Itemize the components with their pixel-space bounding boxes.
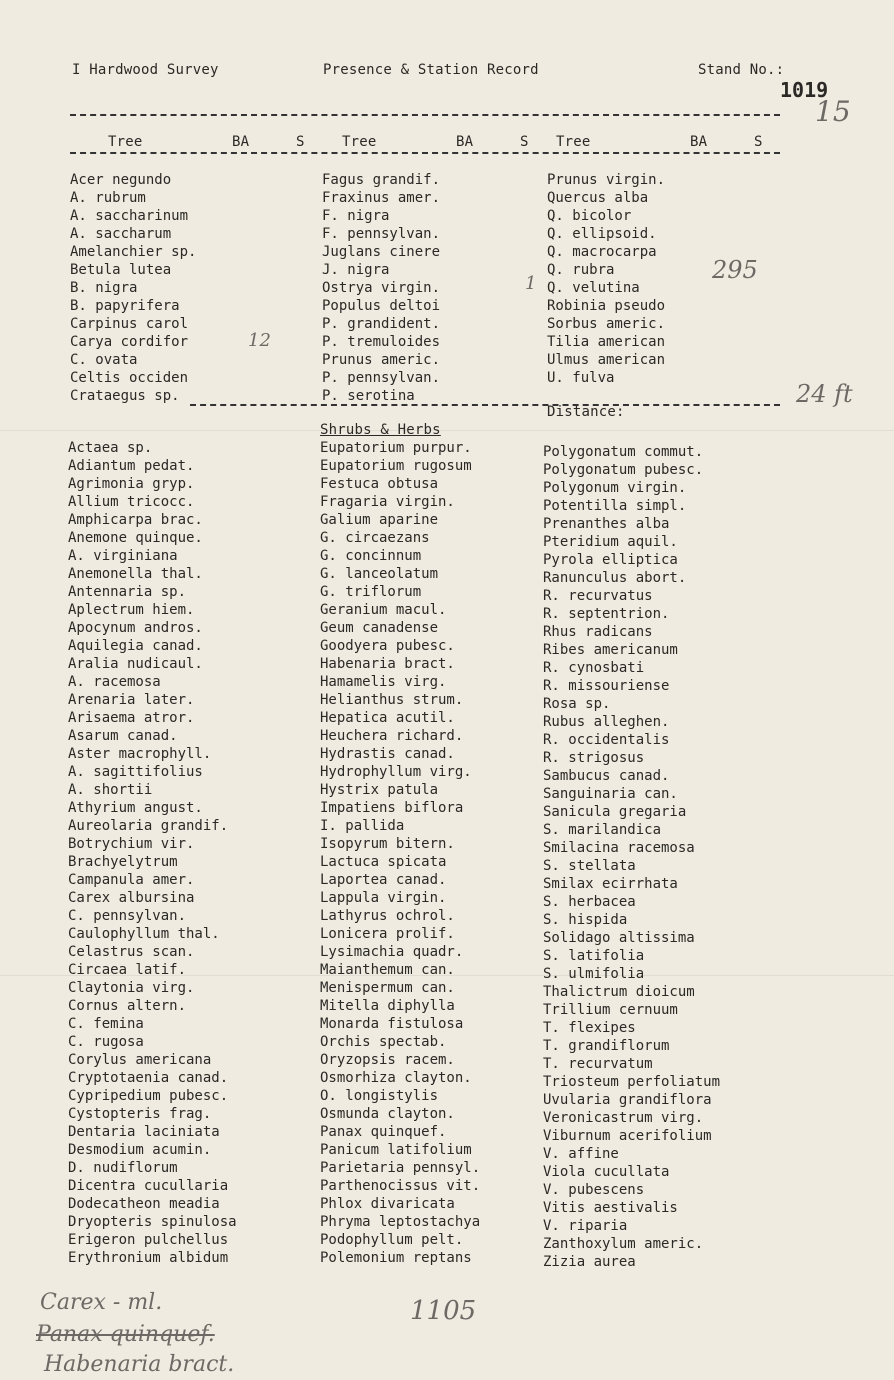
col-header-ba-2: BA — [456, 134, 474, 150]
species-entry: Arisaema atror. — [68, 710, 195, 726]
species-entry: Dryopteris spinulosa — [68, 1214, 237, 1230]
species-entry: Tilia american — [547, 334, 666, 350]
annotation-ostrya: 1 — [525, 273, 537, 294]
species-entry: Maianthemum can. — [320, 962, 455, 978]
species-entry: Q. macrocarpa — [547, 244, 657, 260]
species-entry: Agrimonia gryp. — [68, 476, 195, 492]
species-entry: Q. rubra — [547, 262, 615, 278]
species-entry: G. concinnum — [320, 548, 422, 564]
species-entry: Veronicastrum virg. — [543, 1110, 704, 1126]
species-entry: Adiantum pedat. — [68, 458, 195, 474]
species-entry: Menispermum can. — [320, 980, 455, 996]
species-entry: Ribes americanum — [543, 642, 678, 658]
species-entry: Erythronium albidum — [68, 1250, 229, 1266]
species-entry: Sorbus americ. — [547, 316, 666, 332]
species-entry: Q. bicolor — [547, 208, 632, 224]
species-entry: Fragaria virgin. — [320, 494, 455, 510]
species-entry: V. pubescens — [543, 1182, 645, 1198]
species-entry: Smilax ecirrhata — [543, 876, 678, 892]
header-rule-bottom — [70, 152, 780, 154]
species-entry: Lappula virgin. — [320, 890, 447, 906]
species-entry: C. femina — [68, 1016, 144, 1032]
species-entry: Geum canadense — [320, 620, 439, 636]
col-header-tree-1: Tree — [108, 134, 143, 150]
species-entry: Hamamelis virg. — [320, 674, 447, 690]
species-entry: Hystrix patula — [320, 782, 439, 798]
species-entry: Osmorhiza clayton. — [320, 1070, 472, 1086]
species-entry: Helianthus strum. — [320, 692, 464, 708]
species-entry: S. ulmifolia — [543, 966, 645, 982]
species-entry: Cystopteris frag. — [68, 1106, 212, 1122]
species-entry: Mitella diphylla — [320, 998, 455, 1014]
species-entry: S. stellata — [543, 858, 636, 874]
col-header-s-2: S — [520, 134, 529, 150]
species-entry: Actaea sp. — [68, 440, 153, 456]
species-entry: Eupatorium rugosum — [320, 458, 472, 474]
species-entry: D. nudiflorum — [68, 1160, 178, 1176]
species-entry: Triosteum perfoliatum — [543, 1074, 721, 1090]
species-entry: Celastrus scan. — [68, 944, 195, 960]
species-entry: Circaea latif. — [68, 962, 187, 978]
species-entry: Anemonella thal. — [68, 566, 203, 582]
species-entry: A. sagittifolius — [68, 764, 203, 780]
species-entry: R. strigosus — [543, 750, 645, 766]
species-entry: Cypripedium pubesc. — [68, 1088, 229, 1104]
species-entry: Corylus americana — [68, 1052, 212, 1068]
species-entry: Q. velutina — [547, 280, 640, 296]
species-entry: R. missouriense — [543, 678, 670, 694]
species-entry: Arenaria later. — [68, 692, 195, 708]
distance-label: Distance: — [547, 404, 625, 420]
col-header-ba-1: BA — [232, 134, 250, 150]
col-header-tree-3: Tree — [556, 134, 591, 150]
species-entry: Osmunda clayton. — [320, 1106, 455, 1122]
species-entry: A. racemosa — [68, 674, 161, 690]
col-header-ba-3: BA — [690, 134, 708, 150]
species-entry: Laportea canad. — [320, 872, 447, 888]
species-entry: Rosa sp. — [543, 696, 611, 712]
species-entry: Zizia aurea — [543, 1254, 636, 1270]
species-entry: Isopyrum bitern. — [320, 836, 455, 852]
species-entry: Desmodium acumin. — [68, 1142, 212, 1158]
species-entry: Aralia nudicaul. — [68, 656, 203, 672]
col-header-s-3: S — [754, 134, 763, 150]
species-entry: C. ovata — [70, 352, 138, 368]
record-title: Presence & Station Record — [323, 62, 539, 78]
species-entry: S. marilandica — [543, 822, 662, 838]
species-entry: Campanula amer. — [68, 872, 195, 888]
species-entry: Allium tricocc. — [68, 494, 195, 510]
species-entry: P. tremuloides — [322, 334, 441, 350]
species-entry: Polygonatum commut. — [543, 444, 704, 460]
species-entry: Erigeron pulchellus — [68, 1232, 229, 1248]
species-entry: R. recurvatus — [543, 588, 653, 604]
species-entry: S. hispida — [543, 912, 628, 928]
species-entry: Apocynum andros. — [68, 620, 203, 636]
species-entry: T. grandiflorum — [543, 1038, 670, 1054]
species-entry: Ranunculus abort. — [543, 570, 687, 586]
species-entry: O. longistylis — [320, 1088, 439, 1104]
species-entry: Pyrola elliptica — [543, 552, 678, 568]
species-entry: Aureolaria grandif. — [68, 818, 229, 834]
species-entry: R. occidentalis — [543, 732, 670, 748]
species-entry: S. latifolia — [543, 948, 645, 964]
species-entry: Aplectrum hiem. — [68, 602, 195, 618]
species-entry: Zanthoxylum americ. — [543, 1236, 704, 1252]
species-entry: Uvularia grandiflora — [543, 1092, 712, 1108]
footer-note-carex: Carex - ml. — [40, 1290, 163, 1315]
species-entry: Oryzopsis racem. — [320, 1052, 455, 1068]
species-entry: Polygonatum pubesc. — [543, 462, 704, 478]
annotation-carya: 12 — [248, 330, 271, 351]
tree-section-rule — [190, 404, 780, 406]
species-entry: B. papyrifera — [70, 298, 180, 314]
species-entry: V. affine — [543, 1146, 619, 1162]
species-entry: Prenanthes alba — [543, 516, 670, 532]
species-entry: Impatiens biflora — [320, 800, 464, 816]
species-entry: Anemone quinque. — [68, 530, 203, 546]
species-entry: Fagus grandif. — [322, 172, 441, 188]
species-entry: G. circaezans — [320, 530, 430, 546]
species-entry: Hepatica acutil. — [320, 710, 455, 726]
col-header-s-1: S — [296, 134, 305, 150]
species-entry: Habenaria bract. — [320, 656, 455, 672]
species-entry: B. nigra — [70, 280, 138, 296]
footer-note-habenaria: Habenaria bract. — [44, 1352, 235, 1377]
species-entry: Amelanchier sp. — [70, 244, 197, 260]
species-entry: R. cynosbati — [543, 660, 645, 676]
species-entry: Prunus americ. — [322, 352, 441, 368]
footer-note-panax: Panax quinquef. — [36, 1322, 215, 1347]
species-entry: F. pennsylvan. — [322, 226, 441, 242]
species-entry: Monarda fistulosa — [320, 1016, 464, 1032]
species-entry: Lonicera prolif. — [320, 926, 455, 942]
species-entry: S. herbacea — [543, 894, 636, 910]
header-rule-top — [70, 114, 780, 116]
species-entry: Podophyllum pelt. — [320, 1232, 464, 1248]
species-entry: Cornus altern. — [68, 998, 187, 1014]
species-entry: Ostrya virgin. — [322, 280, 441, 296]
species-entry: Lathyrus ochrol. — [320, 908, 455, 924]
species-entry: Aquilegia canad. — [68, 638, 203, 654]
species-entry: Fraxinus amer. — [322, 190, 441, 206]
species-entry: A. saccharum — [70, 226, 172, 242]
species-entry: Parthenocissus vit. — [320, 1178, 481, 1194]
species-entry: A. saccharinum — [70, 208, 189, 224]
species-entry: F. nigra — [322, 208, 390, 224]
species-entry: Dicentra cucullaria — [68, 1178, 229, 1194]
species-entry: Botrychium vir. — [68, 836, 195, 852]
species-entry: Polemonium reptans — [320, 1250, 472, 1266]
species-entry: Hydrophyllum virg. — [320, 764, 472, 780]
species-entry: Dentaria laciniata — [68, 1124, 220, 1140]
species-entry: Celtis occiden — [70, 370, 189, 386]
shrubs-herbs-title: Shrubs & Herbs — [320, 422, 441, 438]
species-entry: J. nigra — [322, 262, 390, 278]
species-entry: I. pallida — [320, 818, 405, 834]
species-entry: G. triflorum — [320, 584, 422, 600]
species-entry: Athyrium angust. — [68, 800, 203, 816]
species-entry: Rhus radicans — [543, 624, 653, 640]
species-entry: Dodecatheon meadia — [68, 1196, 220, 1212]
species-entry: T. recurvatum — [543, 1056, 653, 1072]
species-entry: C. pennsylvan. — [68, 908, 187, 924]
species-entry: Geranium macul. — [320, 602, 447, 618]
species-entry: Ulmus american — [547, 352, 666, 368]
species-entry: P. grandident. — [322, 316, 441, 332]
species-entry: A. virginiana — [68, 548, 178, 564]
species-entry: Lactuca spicata — [320, 854, 447, 870]
species-entry: Viola cucullata — [543, 1164, 670, 1180]
species-entry: P. serotina — [322, 388, 415, 404]
species-entry: Lysimachia quadr. — [320, 944, 464, 960]
species-entry: Crataegus sp. — [70, 388, 180, 404]
species-entry: Populus deltoi — [322, 298, 441, 314]
species-entry: Phryma leptostachya — [320, 1214, 481, 1230]
species-entry: Aster macrophyll. — [68, 746, 212, 762]
stand-margin-mark: 15 — [815, 95, 851, 128]
species-entry: Thalictrum dioicum — [543, 984, 695, 1000]
species-entry: R. septentrion. — [543, 606, 670, 622]
species-entry: Claytonia virg. — [68, 980, 195, 996]
col-header-tree-2: Tree — [342, 134, 377, 150]
footer-note-number: 1105 — [410, 1296, 477, 1326]
survey-title: I Hardwood Survey — [72, 62, 219, 78]
species-entry: Cryptotaenia canad. — [68, 1070, 229, 1086]
species-entry: Sanicula gregaria — [543, 804, 687, 820]
species-entry: Sambucus canad. — [543, 768, 670, 784]
species-entry: Juglans cinere — [322, 244, 441, 260]
species-entry: Hydrastis canad. — [320, 746, 455, 762]
species-entry: G. lanceolatum — [320, 566, 439, 582]
species-entry: Goodyera pubesc. — [320, 638, 455, 654]
annotation-distance: 24 ft — [796, 380, 853, 408]
species-entry: Eupatorium purpur. — [320, 440, 472, 456]
species-entry: Q. ellipsoid. — [547, 226, 657, 242]
species-entry: C. rugosa — [68, 1034, 144, 1050]
species-entry: A. rubrum — [70, 190, 146, 206]
stand-number: 1019 — [780, 78, 829, 102]
species-entry: Solidago altissima — [543, 930, 695, 946]
species-entry: Carpinus carol — [70, 316, 189, 332]
species-entry: Betula lutea — [70, 262, 172, 278]
species-entry: U. fulva — [547, 370, 615, 386]
species-entry: Vitis aestivalis — [543, 1200, 678, 1216]
species-entry: Brachyelytrum — [68, 854, 178, 870]
species-entry: A. shortii — [68, 782, 153, 798]
species-entry: Smilacina racemosa — [543, 840, 695, 856]
species-entry: Phlox divaricata — [320, 1196, 455, 1212]
species-entry: Carya cordifor — [70, 334, 189, 350]
species-entry: Carex albursina — [68, 890, 195, 906]
species-entry: Parietaria pennsyl. — [320, 1160, 481, 1176]
species-entry: Antennaria sp. — [68, 584, 187, 600]
species-entry: Panicum latifolium — [320, 1142, 472, 1158]
species-entry: Panax quinquef. — [320, 1124, 447, 1140]
species-entry: Caulophyllum thal. — [68, 926, 220, 942]
species-entry: Asarum canad. — [68, 728, 178, 744]
species-entry: Viburnum acerifolium — [543, 1128, 712, 1144]
species-entry: Acer negundo — [70, 172, 172, 188]
species-entry: Pteridium aquil. — [543, 534, 678, 550]
species-entry: Rubus alleghen. — [543, 714, 670, 730]
species-entry: Trillium cernuum — [543, 1002, 678, 1018]
species-entry: Quercus alba — [547, 190, 649, 206]
species-entry: Polygonum virgin. — [543, 480, 687, 496]
species-entry: Potentilla simpl. — [543, 498, 687, 514]
species-entry: Sanguinaria can. — [543, 786, 678, 802]
species-entry: Galium aparine — [320, 512, 439, 528]
species-entry: P. pennsylvan. — [322, 370, 441, 386]
species-entry: Prunus virgin. — [547, 172, 666, 188]
species-entry: Heuchera richard. — [320, 728, 464, 744]
species-entry: Orchis spectab. — [320, 1034, 447, 1050]
species-entry: Robinia pseudo — [547, 298, 666, 314]
annotation-quercus: 295 — [712, 256, 758, 284]
species-entry: V. riparia — [543, 1218, 628, 1234]
species-entry: Amphicarpa brac. — [68, 512, 203, 528]
stand-label: Stand No.: — [698, 62, 785, 78]
species-entry: T. flexipes — [543, 1020, 636, 1036]
species-entry: Festuca obtusa — [320, 476, 439, 492]
